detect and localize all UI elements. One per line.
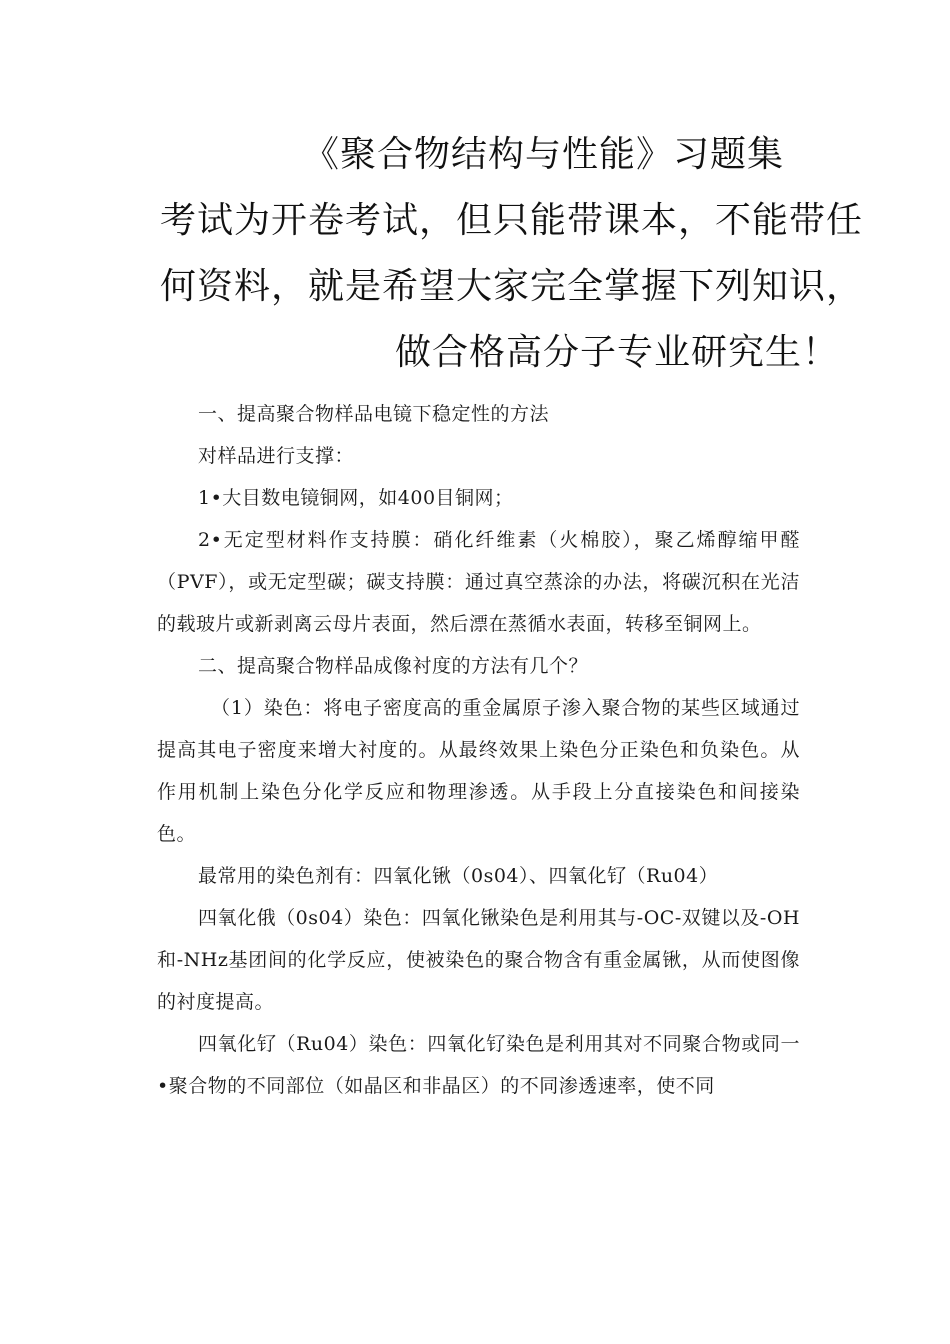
- section-2-paragraph-staining: （1）染色：将电子密度高的重金属原子渗入聚合物的某些区域通过提高其电子密度来增大衬度的。从最终效果上染色分正染色和负染色。从作用机制上染色分化学反应和物理渗透。从手段上分直接染色和间接染色。: [157, 697, 800, 845]
- document-body: [157, 393, 800, 1107]
- exam-note-line-2: 何资料，就是希望大家完全掌握下列知识，: [160, 266, 864, 307]
- section-1-item-2: 2•无定型材料作支持膜：硝化纤维素（火棉胶），聚乙烯醇缩甲醛（PVF），或无定型碳；碳支持膜：通过真空蒸涂的办法，将碳沉积在光洁的载玻片或新剥离云母片表面，然后漂在蒸循水表面，转移至铜网上。: [157, 529, 800, 635]
- document-title: 《聚合物结构与性能》习题集: [303, 134, 785, 175]
- section-2-paragraph-ruo4: 四氧化钌（Ru04）染色：四氧化钌染色是利用其对不同聚合物或同一•聚合物的不同部位（如晶区和非晶区）的不同渗透速率，使不同: [157, 1033, 800, 1097]
- section-1-heading: 一、提高聚合物样品电镜下稳定性的方法: [198, 403, 550, 425]
- section-2-paragraph-oso4: 四氧化俄（0s04）染色：四氧化锹染色是利用其与-OC-双键以及-OH和-NHz基团间的化学反应，使被染色的聚合物含有重金属锹，从而使图像的衬度提高。: [157, 907, 800, 1013]
- section-2-paragraph-stains: 最常用的染色剂有：四氧化锹（0s04）、四氧化钌（Ru04）: [198, 865, 719, 887]
- exam-note-line-3: 做合格高分子专业研究生！: [395, 332, 840, 373]
- exam-note-line-1: 考试为开卷考试，但只能带课本，不能带任: [160, 200, 864, 241]
- section-1-intro: 对样品进行支撑：: [198, 445, 355, 467]
- section-1-item-1: 1•大目数电镜铜网，如400目铜网；: [198, 487, 514, 509]
- section-2-heading: 二、提高聚合物样品成像衬度的方法有几个？: [198, 655, 589, 677]
